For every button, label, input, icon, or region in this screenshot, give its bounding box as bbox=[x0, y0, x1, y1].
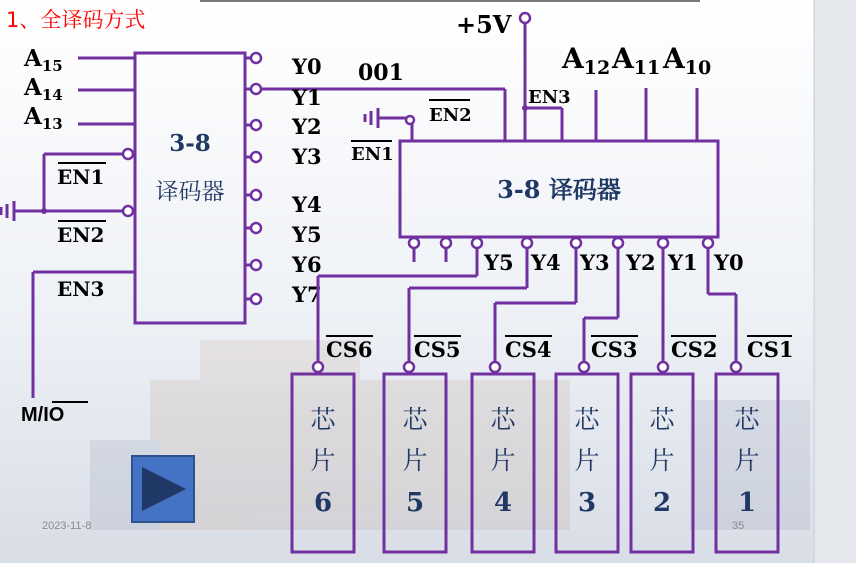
chip2-line1: 芯 bbox=[649, 405, 675, 434]
chip4-cs-label: CS4 bbox=[505, 337, 552, 362]
d1-out-y6: Y6 bbox=[292, 252, 322, 277]
decoder1-enable-labels bbox=[57, 163, 106, 301]
chip6-cs-label: CS6 bbox=[326, 337, 373, 362]
d2-out-y2: Y2 bbox=[626, 250, 656, 275]
chip1-cs-label: CS1 bbox=[747, 337, 794, 362]
chip3-cs-label: CS3 bbox=[591, 337, 638, 362]
mio-label: M/IO bbox=[21, 404, 65, 426]
d2-en2-label: EN2 bbox=[429, 105, 472, 126]
chip2-cs-label: CS2 bbox=[671, 337, 718, 362]
chip4-line2: 片 bbox=[490, 446, 516, 475]
chip5-cs-label: CS5 bbox=[414, 337, 461, 362]
chip4-number: 4 bbox=[493, 488, 513, 518]
addr-label-a13: $A_{13}$ bbox=[24, 103, 63, 133]
play-button[interactable] bbox=[132, 456, 194, 522]
d1-out-y2: Y2 bbox=[292, 114, 322, 139]
en3-label: EN3 bbox=[57, 277, 105, 301]
chip2-line2: 片 bbox=[649, 446, 675, 475]
y1-code-label: 001 bbox=[358, 60, 404, 86]
d2-out-y1: Y1 bbox=[668, 250, 698, 275]
chip3-line2: 片 bbox=[574, 446, 600, 475]
chip1-number: 1 bbox=[737, 488, 757, 518]
d2-en3-label: EN3 bbox=[528, 87, 571, 108]
d2-out-y4: Y4 bbox=[531, 250, 561, 275]
addr-label-a15: $A_{15}$ bbox=[24, 45, 63, 75]
decoder1-name-bottom: 译码器 bbox=[155, 179, 225, 205]
chip5-line1: 芯 bbox=[402, 405, 428, 434]
d2-en1-label: EN1 bbox=[351, 144, 394, 165]
decoder1-name-top: 3-8 bbox=[169, 130, 211, 157]
chip1-line1: 芯 bbox=[734, 405, 760, 434]
chip5-line2: 片 bbox=[402, 446, 428, 475]
d2-out-y3: Y3 bbox=[580, 250, 610, 275]
supply-label: +5V bbox=[456, 10, 512, 39]
junction-dot bbox=[41, 208, 47, 214]
decoder2-name: 3-8 译码器 bbox=[497, 175, 621, 204]
d1-out-y4: Y4 bbox=[292, 192, 322, 217]
d1-out-y7: Y7 bbox=[292, 282, 322, 307]
chip6-line1: 芯 bbox=[310, 405, 336, 434]
addr-label-a12: $A_{12}$ bbox=[562, 42, 611, 79]
en1-label: EN1 bbox=[57, 165, 105, 189]
chip1-line2: 片 bbox=[734, 446, 760, 475]
chip3-line1: 芯 bbox=[574, 405, 600, 434]
d1-out-y5: Y5 bbox=[292, 222, 322, 247]
slide-title: 1、全译码方式 bbox=[6, 8, 146, 32]
right-margin-panel bbox=[814, 0, 856, 563]
slide-page-number: 35 bbox=[732, 520, 745, 532]
d2-out-y5: Y5 bbox=[484, 250, 514, 275]
chip2-number: 2 bbox=[652, 488, 672, 518]
addr-label-a10: $A_{10}$ bbox=[663, 42, 712, 79]
d2-out-y0: Y0 bbox=[714, 250, 744, 275]
decoder1-address-labels bbox=[23, 45, 63, 133]
en2-label: EN2 bbox=[57, 223, 105, 247]
d1-out-y1: Y1 bbox=[292, 85, 322, 110]
addr-label-a11: $A_{11}$ bbox=[612, 42, 661, 79]
chip6-number: 6 bbox=[313, 488, 333, 518]
chip3-number: 3 bbox=[577, 488, 597, 518]
d1-out-y0: Y0 bbox=[292, 54, 322, 79]
chip5-number: 5 bbox=[405, 488, 425, 518]
addr-label-a14: $A_{14}$ bbox=[24, 74, 63, 104]
slide-date: 2023-11-8 bbox=[42, 520, 92, 532]
d1-out-y3: Y3 bbox=[292, 144, 322, 169]
chip4-line1: 芯 bbox=[490, 405, 516, 434]
chip6-line2: 片 bbox=[310, 446, 336, 475]
